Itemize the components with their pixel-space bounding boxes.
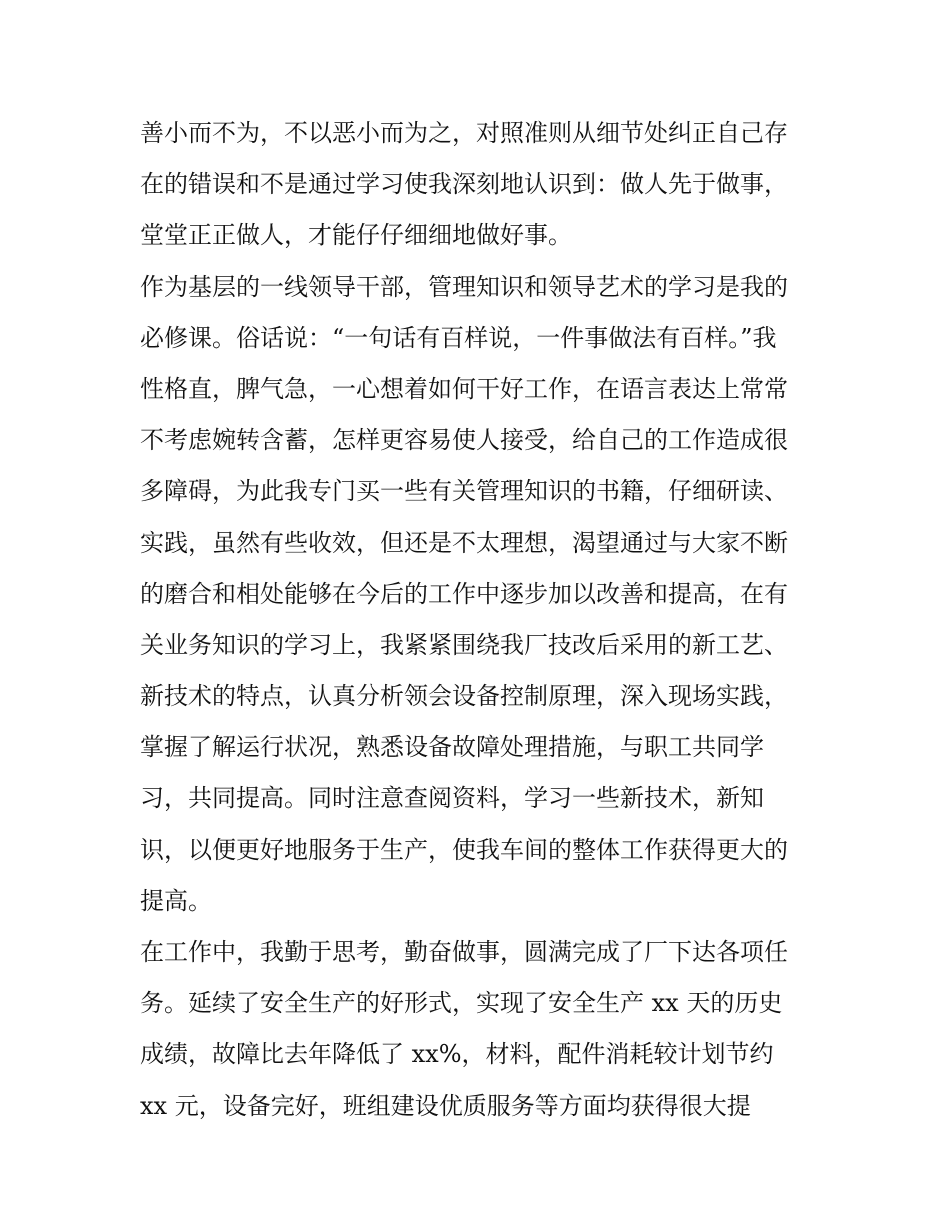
text-line: 关业务知识的学习上，我紧紧围绕我厂技改后采用的新工艺、 <box>140 630 788 659</box>
text-line: 不考虑婉转含蓄，怎样更容易使人接受，给自己的工作造成很 <box>140 426 788 455</box>
text-line: xx 元，设备完好，班组建设优质服务等方面均获得很大提 <box>140 1091 751 1120</box>
text-line: 性格直，脾气急，一心想着如何干好工作，在语言表达上常常 <box>140 374 788 403</box>
text-line: 的磨合和相处能够在今后的工作中逐步加以改善和提高，在有 <box>140 579 788 608</box>
text-line: 习，共同提高。同时注意查阅资料，学习一些新技术，新知 <box>140 784 764 813</box>
text-line: 新技术的特点，认真分析领会设备控制原理，深入现场实践， <box>140 682 788 711</box>
text-line: 在的错误和不是通过学习使我深刻地认识到：做人先于做事， <box>140 170 788 199</box>
text-line: 成绩，故障比去年降低了 xx%，材料，配件消耗较计划节约 <box>140 1040 774 1069</box>
text-line: 作为基层的一线领导干部，管理知识和领导艺术的学习是我的 <box>140 272 788 301</box>
text-line: 善小而不为，不以恶小而为之，对照准则从细节处纠正自己存 <box>140 119 788 147</box>
text-line: 在工作中，我勤于思考，勤奋做事，圆满完成了厂下达各项任 <box>140 938 788 966</box>
text-line: 务。延续了安全生产的好形式，实现了安全生产 xx 天的历史 <box>140 989 783 1018</box>
text-line: 必修课。俗话说：“一句话有百样说，一件事做法有百样。”我 <box>140 323 777 352</box>
text-line: 识，以便更好地服务于生产，使我车间的整体工作获得更大的 <box>140 835 788 864</box>
text-line: 堂堂正正做人，才能仔仔细细地做好事。 <box>140 221 572 250</box>
document-body <box>140 108 830 1132</box>
text-line: 提高。 <box>140 886 212 915</box>
text-line: 多障碍，为此我专门买一些有关管理知识的书籍，仔细研读、 <box>140 477 788 506</box>
text-line: 实践，虽然有些收效，但还是不太理想，渴望通过与大家不断 <box>140 528 788 557</box>
text-line: 掌握了解运行状况，熟悉设备故障处理措施，与职工共同学 <box>140 733 764 762</box>
